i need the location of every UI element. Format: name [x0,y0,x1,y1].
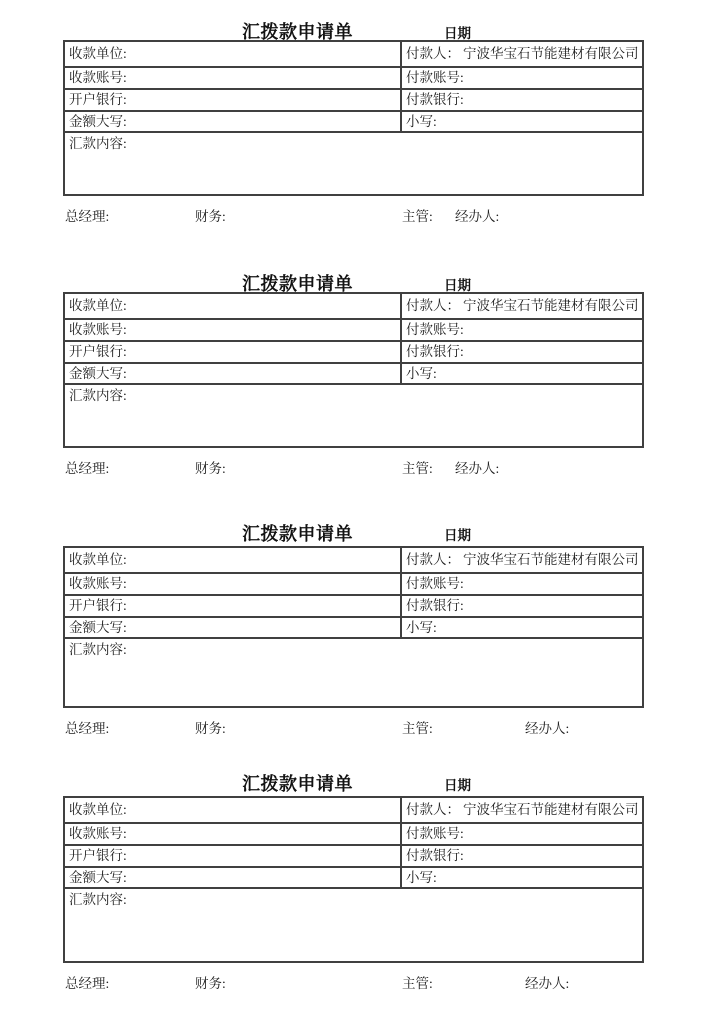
general-manager-label: 总经理: [65,209,110,224]
payer-account-label: 付款账号: [406,70,464,86]
form-body [63,546,642,734]
supervisor-label: 主管: [402,976,433,991]
date-label: 日期 [444,528,471,543]
payee-account-cell [64,319,401,341]
payer-label: 付款人： [406,298,460,314]
payee-unit-cell [64,797,401,823]
payee-unit-label: 收款单位: [69,46,127,62]
signature-line [63,972,642,989]
payer-cell [401,293,643,319]
table-row [64,132,643,195]
payee-bank-cell [64,341,401,363]
signature-line [63,457,642,474]
date-label: 日期 [444,778,471,793]
table-row [64,823,643,845]
payee-bank-cell [64,89,401,111]
payee-bank-label: 开户银行: [69,92,127,108]
form-title: 汇拨款申请单 [242,22,353,42]
general-manager-label: 总经理: [65,461,110,476]
remit-content-cell [64,132,643,195]
amount-words-cell [64,363,401,384]
amount-words-label: 金额大写: [69,365,127,381]
amount-words-label: 金额大写: [69,619,127,635]
payer-cell [401,41,643,67]
payer-bank-label: 付款银行: [406,92,464,108]
table-row [64,89,643,111]
payer-bank-cell [401,89,643,111]
payer-bank-cell [401,845,643,867]
payee-unit-label: 收款单位: [69,802,127,818]
supervisor-label: 主管: [402,209,433,224]
table-row [64,595,643,617]
table-row [64,293,643,319]
amount-figures-label: 小写: [406,869,437,885]
payee-account-cell [64,67,401,89]
signature-line [63,205,642,222]
payer-name: 宁波华宝石节能建材有限公司 [463,298,639,314]
form-body [63,796,642,989]
table-row [64,638,643,707]
amount-figures-label: 小写: [406,113,437,129]
amount-words-label: 金额大写: [69,869,127,885]
payer-account-cell [401,573,643,595]
payer-account-cell [401,67,643,89]
payer-account-cell [401,823,643,845]
form-title: 汇拨款申请单 [242,524,353,544]
table-row [64,845,643,867]
remit-content-label: 汇款内容: [69,642,127,657]
date-label: 日期 [444,278,471,293]
remit-content-label: 汇款内容: [69,892,127,907]
handler-label: 经办人: [455,461,500,476]
payer-name: 宁波华宝石节能建材有限公司 [463,46,639,62]
payee-account-cell [64,823,401,845]
payer-label: 付款人： [406,46,460,62]
signature-line [63,717,642,734]
payer-bank-cell [401,595,643,617]
remit-content-cell [64,384,643,447]
table-row [64,41,643,67]
amount-figures-cell [401,363,643,384]
finance-label: 财务: [195,976,226,991]
payer-bank-label: 付款银行: [406,344,464,360]
amount-words-cell [64,617,401,638]
amount-words-cell [64,867,401,888]
payee-account-cell [64,573,401,595]
payer-bank-cell [401,341,643,363]
remit-content-cell [64,638,643,707]
table-row [64,363,643,384]
form-title: 汇拨款申请单 [242,274,353,294]
form-title: 汇拨款申请单 [242,774,353,794]
date-label: 日期 [444,26,471,41]
payer-account-cell [401,319,643,341]
payee-unit-cell [64,293,401,319]
payer-name: 宁波华宝石节能建材有限公司 [463,802,639,818]
payee-bank-cell [64,595,401,617]
payer-label: 付款人： [406,802,460,818]
finance-label: 财务: [195,209,226,224]
handler-label: 经办人: [525,721,570,736]
amount-figures-cell [401,617,643,638]
table-row [64,888,643,962]
general-manager-label: 总经理: [65,976,110,991]
payee-bank-label: 开户银行: [69,848,127,864]
table-row [64,617,643,638]
handler-label: 经办人: [525,976,570,991]
form-table [63,40,644,196]
payer-label: 付款人： [406,552,460,568]
table-row [64,384,643,447]
payer-cell [401,547,643,573]
payee-account-label: 收款账号: [69,322,127,338]
form-table [63,292,644,448]
table-row [64,341,643,363]
payer-bank-label: 付款银行: [406,598,464,614]
payee-unit-cell [64,41,401,67]
payee-bank-cell [64,845,401,867]
payee-unit-label: 收款单位: [69,552,127,568]
payee-unit-label: 收款单位: [69,298,127,314]
remit-content-label: 汇款内容: [69,136,127,151]
handler-label: 经办人: [455,209,500,224]
payee-account-label: 收款账号: [69,576,127,592]
supervisor-label: 主管: [402,461,433,476]
remittance-form-1 [0,18,721,222]
supervisor-label: 主管: [402,721,433,736]
remittance-form-3 [0,520,721,734]
payer-name: 宁波华宝石节能建材有限公司 [463,552,639,568]
payer-account-label: 付款账号: [406,576,464,592]
form-body [63,40,642,222]
payee-account-label: 收款账号: [69,70,127,86]
payer-account-label: 付款账号: [406,322,464,338]
payer-bank-label: 付款银行: [406,848,464,864]
payee-bank-label: 开户银行: [69,344,127,360]
table-row [64,867,643,888]
form-table [63,796,644,963]
form-table [63,546,644,708]
amount-words-label: 金额大写: [69,113,127,129]
remittance-form-4 [0,770,721,989]
table-row [64,111,643,132]
table-row [64,319,643,341]
amount-figures-cell [401,111,643,132]
amount-figures-cell [401,867,643,888]
payee-bank-label: 开户银行: [69,598,127,614]
form-body [63,292,642,474]
table-row [64,547,643,573]
amount-words-cell [64,111,401,132]
payer-cell [401,797,643,823]
amount-figures-label: 小写: [406,365,437,381]
general-manager-label: 总经理: [65,721,110,736]
amount-figures-label: 小写: [406,619,437,635]
table-row [64,573,643,595]
payee-account-label: 收款账号: [69,826,127,842]
table-row [64,67,643,89]
remit-content-label: 汇款内容: [69,388,127,403]
payee-unit-cell [64,547,401,573]
finance-label: 财务: [195,461,226,476]
remit-content-cell [64,888,643,962]
remittance-form-2 [0,270,721,474]
finance-label: 财务: [195,721,226,736]
payer-account-label: 付款账号: [406,826,464,842]
table-row [64,797,643,823]
